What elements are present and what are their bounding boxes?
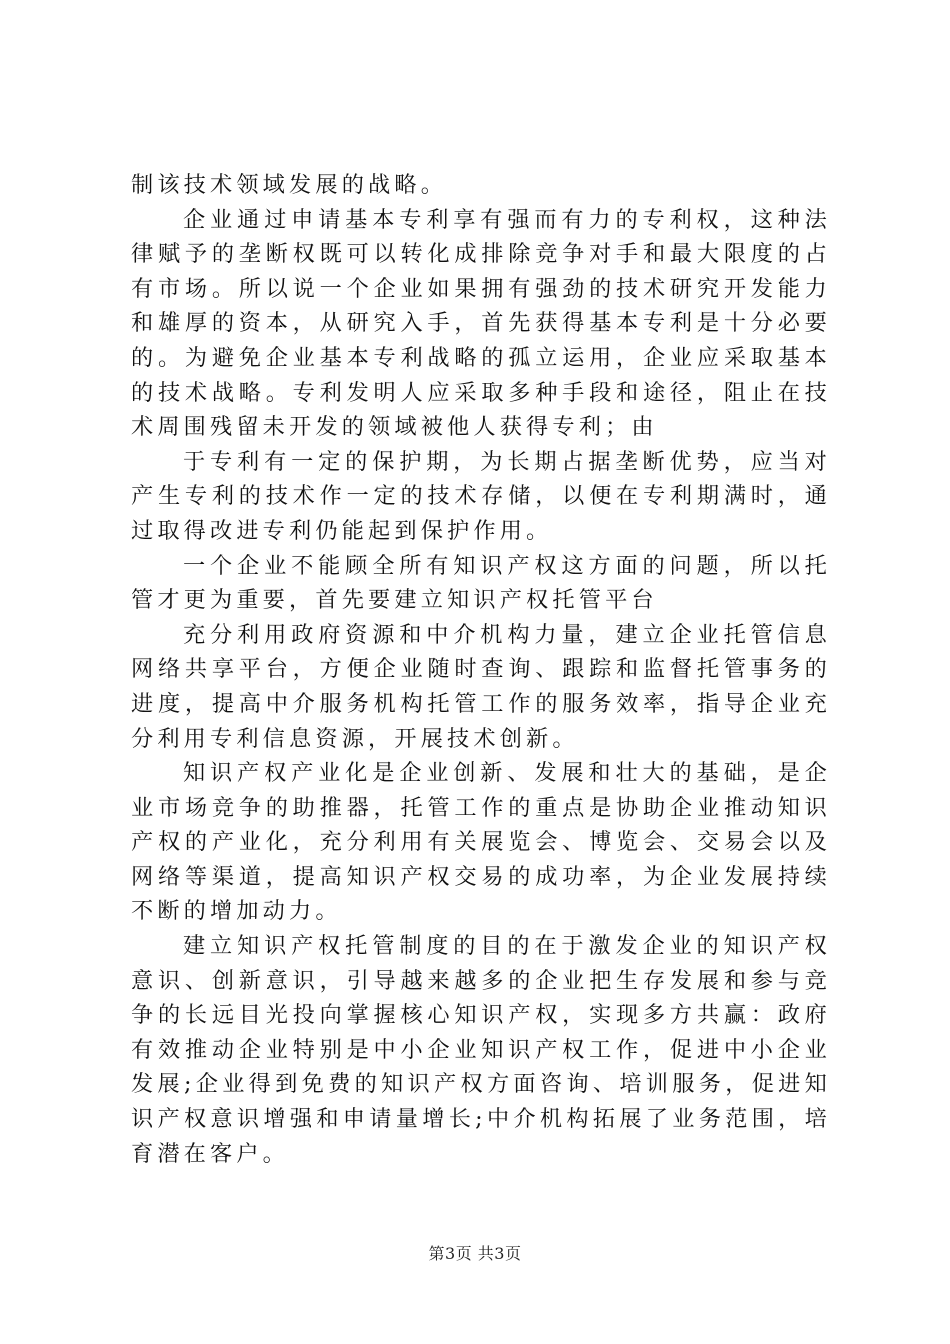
document-body [131,168,831,1171]
paragraph: 于专利有一定的保护期，为长期占据垄断优势，应当对产生专利的技术作一定的技术存储，以便在专利期满时，通过取得改进专利仍能起到保护作用。 [131,448,831,544]
page-footer [0,1244,950,1264]
paragraph: 一个企业不能顾全所有知识产权这方面的问题，所以托管才更为重要，首先要建立知识产权托管平台 [131,552,831,614]
page-number-label: 第3页 共3页 [428,1244,522,1263]
paragraph: 建立知识产权托管制度的目的在于激发企业的知识产权意识、创新意识，引导越来越多的企业把生存发展和参与竞争的长远目光投向掌握核心知识产权，实现多方共赢：政府有效推动企业特别是中小企业知识产权工作，促进中小企业发展;企业得到免费的知识产权方面咨询、培训服务，促进知识产权意识增强和申请量增长;中介机构拓展了业务范围，培育潜在客户。 [131,933,831,1167]
paragraph: 企业通过申请基本专利享有强而有力的专利权，这种法律赋予的垄断权既可以转化成排除竞争对手和最大限度的占有市场。所以说一个企业如果拥有强劲的技术研究开发能力和雄厚的资本，从研究入手，首先获得基本专利是十分必要的。为避免企业基本专利战略的孤立运用，企业应采取基本的技术战略。专利发明人应采取多种手段和途径，阻止在技术周围残留未开发的领域被他人获得专利；由 [131,206,831,441]
paragraph: 知识产权产业化是企业创新、发展和壮大的基础，是企业市场竞争的助推器，托管工作的重点是协助企业推动知识产权的产业化，充分利用有关展览会、博览会、交易会以及网络等渠道，提高知识产权交易的成功率，为企业发展持续不断的增加动力。 [131,760,831,925]
paragraph: 制该技术领域发展的战略。 [131,172,448,198]
paragraph: 充分利用政府资源和中介机构力量，建立企业托管信息网络共享平台，方便企业随时查询、跟踪和监督托管事务的进度，提高中介服务机构托管工作的服务效率，指导企业充分利用专利信息资源，开展技术创新。 [131,621,831,752]
